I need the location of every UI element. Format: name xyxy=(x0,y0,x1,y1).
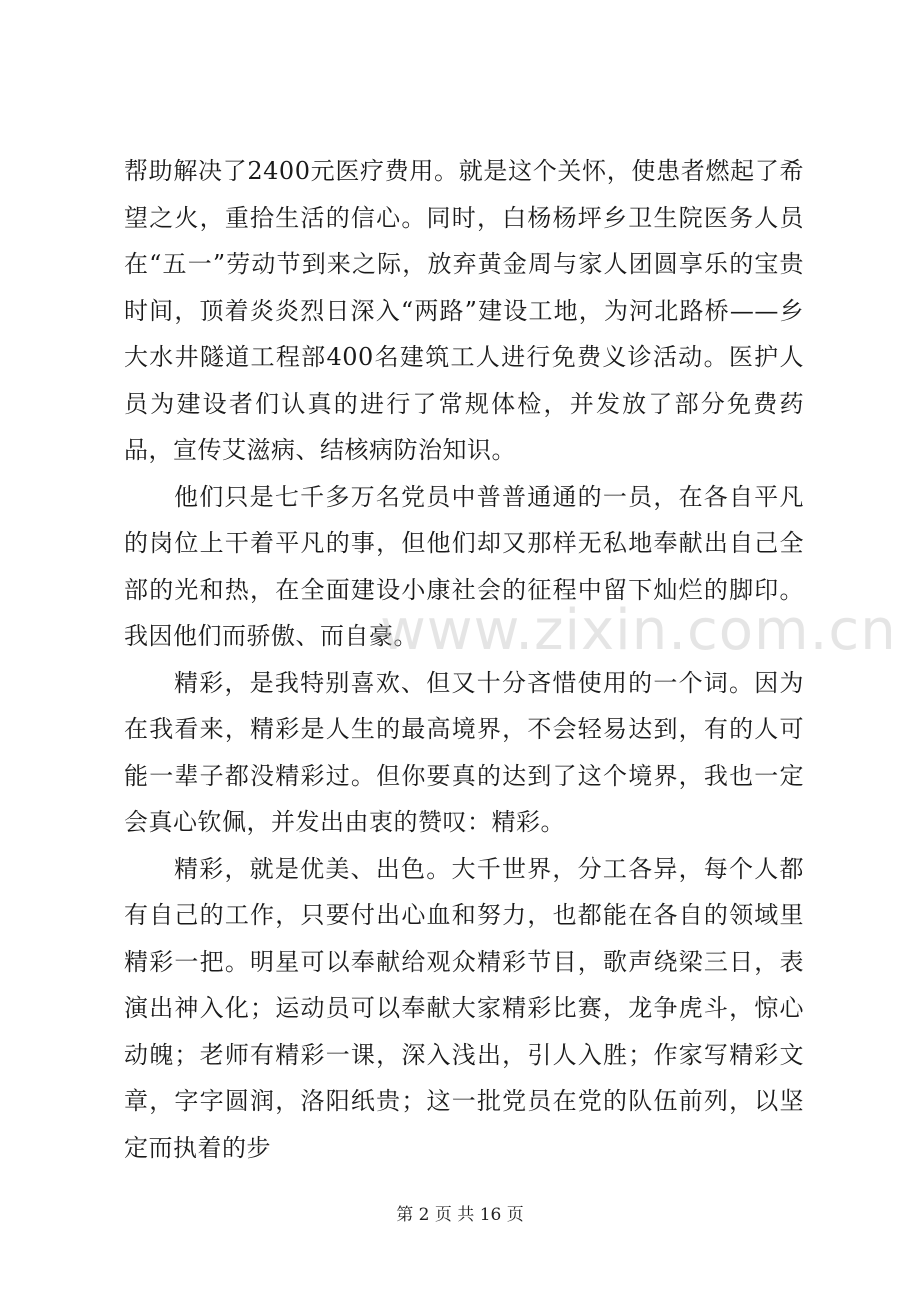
paragraph-4: 精彩，就是优美、出色。大千世界，分工各异，每个人都有自己的工作，只要付出心血和努力，也都能在各自的领域里精彩一把。明星可以奉献给观众精彩节目，歌声绕梁三日，表演出神入化；运动员可以奉献大家精彩比赛，龙争虎斗，惊心动魄；老师有精彩一课，深入浅出，引人入胜；作家写精彩文章，字字圆润，洛阳纸贵；这一批党员在党的队伍前列，以坚定而执着的步 xyxy=(124,854,804,1162)
paragraph-1: 帮助解决了2400元医疗费用。就是这个关怀，使患者燃起了希望之火，重拾生活的信心。同时，白杨杨坪乡卫生院医务人员在“五一”劳动节到来之际，放弃黄金周与家人团圆享乐的宝贵时间，顶着炎炎烈日深入“两路”建设工地，为河北路桥——乡大水井隧道工程部400名建筑工人进行免费义诊活动。医护人员为建设者们认真的进行了常规体检，并发放了部分免费药品，宣传艾滋病、结核病防治知识。 xyxy=(124,157,804,464)
page-footer: 第 2 页 共 16 页 xyxy=(396,1205,524,1225)
document-body xyxy=(124,148,804,1171)
paragraph-3: 精彩，是我特别喜欢、但又十分吝惜使用的一个词。因为在我看来，精彩是人生的最高境界，不会轻易达到，有的人可能一辈子都没精彩过。但你要真的达到了这个境界，我也一定会真心钦佩，并发出由衷的赞叹：精彩。 xyxy=(124,668,804,836)
watermark: www.zixin.com.cn xyxy=(380,598,897,663)
paragraph-2: 他们只是七千多万名党员中普普通通的一员，在各自平凡的岗位上干着平凡的事，但他们却又那样无私地奉献出自己全部的光和热，在全面建设小康社会的征程中留下灿烂的脚印。我因他们而骄傲、而自豪。 xyxy=(124,482,804,650)
